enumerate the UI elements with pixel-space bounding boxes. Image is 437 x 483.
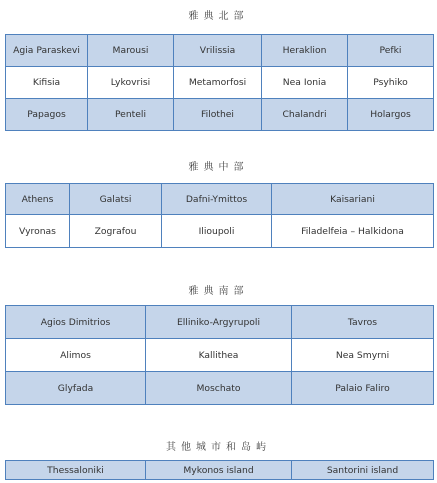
table-cell: Tavros xyxy=(292,306,434,339)
table-cell: Penteli xyxy=(88,99,174,131)
table-cell: Vyronas xyxy=(6,215,70,248)
table-cell: Zografou xyxy=(70,215,162,248)
table-cell: Moschato xyxy=(146,372,292,405)
table-cell: Kallithea xyxy=(146,339,292,372)
north-athens-table xyxy=(5,34,434,131)
table-cell: Heraklion xyxy=(262,35,348,67)
section-heading-north: 雅典北部 xyxy=(188,11,249,22)
table-cell: Thessaloniki xyxy=(6,461,146,480)
table-cell: Glyfada xyxy=(6,372,146,405)
table-cell: Psyhiko xyxy=(348,67,434,99)
table-cell: Pefki xyxy=(348,35,434,67)
section-heading-south: 雅典南部 xyxy=(188,286,249,297)
table-cell: Athens xyxy=(6,184,70,215)
section-heading-other: 其他城市和岛屿 xyxy=(166,442,271,453)
table-cell: Vrilissia xyxy=(174,35,262,67)
table-cell: Nea Smyrni xyxy=(292,339,434,372)
table-cell: Santorini island xyxy=(292,461,434,480)
table-cell: Dafni-Ymittos xyxy=(162,184,272,215)
table-cell: Marousi xyxy=(88,35,174,67)
table-row xyxy=(6,306,434,339)
table-cell: Metamorfosi xyxy=(174,67,262,99)
table-cell: Galatsi xyxy=(70,184,162,215)
table-cell: Filadelfeia – Halkidona xyxy=(272,215,434,248)
table-cell: Filothei xyxy=(174,99,262,131)
south-athens-table xyxy=(5,305,434,405)
table-cell: Agia Paraskevi xyxy=(6,35,88,67)
table-cell: Mykonos island xyxy=(146,461,292,480)
table-cell: Palaio Faliro xyxy=(292,372,434,405)
table-cell: Nea Ionia xyxy=(262,67,348,99)
table-cell: Lykovrisi xyxy=(88,67,174,99)
table-row xyxy=(6,339,434,372)
table-row xyxy=(6,461,434,480)
table-row xyxy=(6,67,434,99)
table-cell: Chalandri xyxy=(262,99,348,131)
table-cell: Holargos xyxy=(348,99,434,131)
table-cell: Papagos xyxy=(6,99,88,131)
table-row xyxy=(6,35,434,67)
table-cell: Agios Dimitrios xyxy=(6,306,146,339)
table-row xyxy=(6,372,434,405)
table-cell: Kifisia xyxy=(6,67,88,99)
table-row xyxy=(6,215,434,248)
other-cities-table xyxy=(5,460,434,480)
section-heading-central: 雅典中部 xyxy=(188,162,249,173)
table-cell: Kaisariani xyxy=(272,184,434,215)
table-row xyxy=(6,184,434,215)
table-cell: Ilioupoli xyxy=(162,215,272,248)
central-athens-table xyxy=(5,183,434,248)
table-row xyxy=(6,99,434,131)
table-cell: Elliniko-Argyrupoli xyxy=(146,306,292,339)
table-cell: Alimos xyxy=(6,339,146,372)
